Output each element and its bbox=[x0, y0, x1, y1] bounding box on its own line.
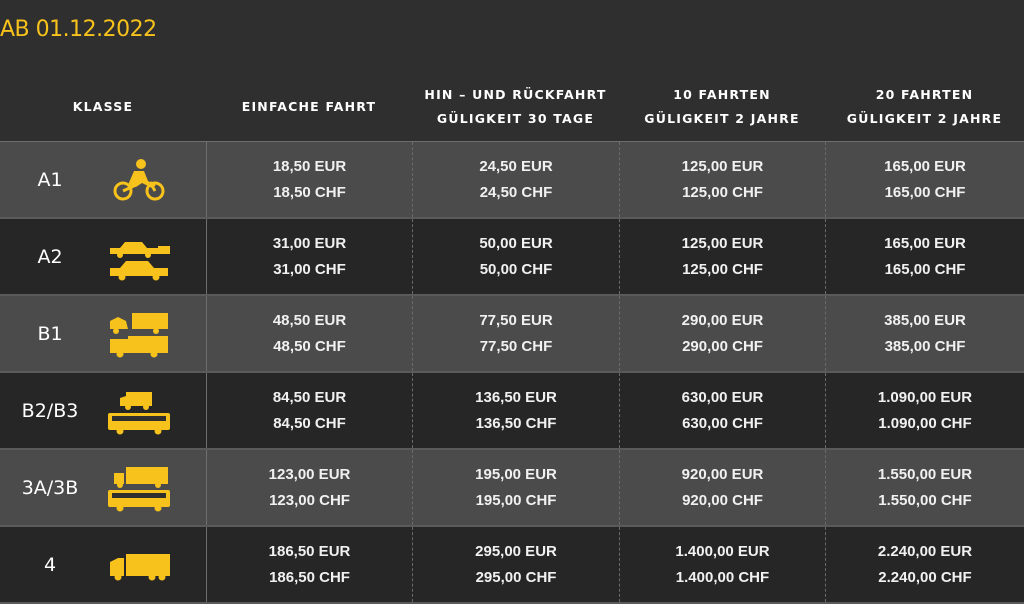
price-chf: 84,50 CHF bbox=[273, 414, 346, 432]
price-cell-zwanzig bbox=[825, 373, 1024, 448]
price-cell-hinrueck bbox=[412, 219, 619, 294]
price-chf: 195,00 CHF bbox=[475, 491, 557, 509]
price-cell-hinrueck bbox=[412, 527, 619, 602]
price-eur: 123,00 EUR bbox=[268, 465, 351, 483]
price-eur: 84,50 EUR bbox=[272, 388, 347, 406]
price-cell-zehn bbox=[619, 527, 825, 602]
price-cell-zwanzig bbox=[825, 142, 1024, 217]
price-cell-zwanzig bbox=[825, 527, 1024, 602]
table-row bbox=[0, 373, 1024, 450]
price-eur: 1.550,00 EUR bbox=[877, 465, 973, 483]
price-cell-zwanzig bbox=[825, 450, 1024, 525]
price-eur: 385,00 EUR bbox=[884, 311, 966, 329]
price-eur: 125,00 EUR bbox=[681, 234, 764, 252]
price-cell-einfach bbox=[206, 142, 412, 217]
klasse-label: A1 bbox=[37, 168, 63, 191]
price-chf: 1.400,00 CHF bbox=[675, 568, 770, 586]
klasse-label: B2/B3 bbox=[21, 399, 79, 422]
price-chf: 136,50 CHF bbox=[475, 414, 557, 432]
price-cell-zehn bbox=[619, 373, 825, 448]
price-eur: 24,50 EUR bbox=[479, 157, 553, 175]
price-chf: 18,50 CHF bbox=[273, 183, 346, 201]
price-eur: 195,00 EUR bbox=[475, 465, 557, 483]
klasse-label: A2 bbox=[37, 245, 63, 268]
price-eur: 630,00 EUR bbox=[681, 388, 764, 406]
header-klasse: KLASSE bbox=[72, 98, 134, 114]
price-chf: 31,00 CHF bbox=[273, 260, 346, 278]
price-eur: 165,00 EUR bbox=[884, 234, 966, 252]
price-cell-zwanzig bbox=[825, 219, 1024, 294]
van-bus-icon bbox=[106, 386, 172, 436]
klasse-cell bbox=[0, 373, 206, 448]
table-row bbox=[0, 527, 1024, 604]
klasse-label: 3A/3B bbox=[21, 476, 79, 499]
header-hin-und-rueckfahrt: HIN – UND RÜCKFAHRT GÜLIGKEIT 30 TAGE bbox=[424, 86, 607, 126]
price-eur: 920,00 EUR bbox=[681, 465, 764, 483]
motorcycle-icon bbox=[106, 155, 172, 205]
price-cell-hinrueck bbox=[412, 373, 619, 448]
price-cell-einfach bbox=[206, 527, 412, 602]
price-cell-einfach bbox=[206, 373, 412, 448]
price-chf: 24,50 CHF bbox=[479, 183, 553, 201]
price-eur: 31,00 EUR bbox=[272, 234, 347, 252]
price-chf: 186,50 CHF bbox=[269, 568, 350, 586]
price-eur: 77,50 EUR bbox=[479, 311, 553, 329]
price-chf: 1.090,00 CHF bbox=[878, 414, 972, 432]
price-chf: 290,00 CHF bbox=[682, 337, 763, 355]
price-eur: 1.400,00 EUR bbox=[675, 542, 770, 560]
price-cell-zehn bbox=[619, 296, 825, 371]
price-eur: 290,00 EUR bbox=[681, 311, 764, 329]
price-chf: 1.550,00 CHF bbox=[878, 491, 972, 509]
camper-icon bbox=[106, 309, 172, 359]
table-row bbox=[0, 219, 1024, 296]
price-chf: 385,00 CHF bbox=[884, 337, 966, 355]
price-cell-hinrueck bbox=[412, 450, 619, 525]
header-10-fahrten: 10 FAHRTEN GÜLIGKEIT 2 JAHRE bbox=[644, 86, 800, 126]
klasse-label: 4 bbox=[43, 553, 57, 576]
klasse-cell bbox=[0, 142, 206, 217]
price-cell-einfach bbox=[206, 219, 412, 294]
price-cell-zehn bbox=[619, 142, 825, 217]
price-chf: 920,00 CHF bbox=[682, 491, 763, 509]
table-row bbox=[0, 296, 1024, 373]
price-cell-einfach bbox=[206, 450, 412, 525]
header-20-fahrten: 20 FAHRTEN GÜLIGKEIT 2 JAHRE bbox=[846, 86, 1003, 126]
price-eur: 295,00 EUR bbox=[475, 542, 557, 560]
klasse-cell bbox=[0, 219, 206, 294]
price-eur: 48,50 EUR bbox=[272, 311, 347, 329]
price-chf: 165,00 CHF bbox=[884, 260, 966, 278]
price-eur: 125,00 EUR bbox=[681, 157, 764, 175]
price-cell-einfach bbox=[206, 296, 412, 371]
truck-icon bbox=[106, 540, 172, 590]
klasse-cell bbox=[0, 527, 206, 602]
price-eur: 2.240,00 EUR bbox=[877, 542, 973, 560]
car-icon bbox=[106, 232, 172, 282]
price-cell-hinrueck bbox=[412, 296, 619, 371]
price-cell-zehn bbox=[619, 450, 825, 525]
table-row bbox=[0, 450, 1024, 527]
table-row bbox=[0, 142, 1024, 219]
header-einfache-fahrt: EINFACHE FAHRT bbox=[241, 98, 377, 114]
price-chf: 125,00 CHF bbox=[682, 260, 763, 278]
price-chf: 123,00 CHF bbox=[269, 491, 350, 509]
truck-bus-icon bbox=[106, 463, 172, 513]
price-chf: 295,00 CHF bbox=[475, 568, 557, 586]
price-chf: 50,00 CHF bbox=[479, 260, 553, 278]
price-chf: 630,00 CHF bbox=[682, 414, 763, 432]
price-chf: 165,00 CHF bbox=[884, 183, 966, 201]
price-cell-hinrueck bbox=[412, 142, 619, 217]
price-chf: 48,50 CHF bbox=[273, 337, 346, 355]
page-title: AB 01.12.2022 bbox=[0, 17, 157, 42]
price-chf: 77,50 CHF bbox=[479, 337, 553, 355]
price-cell-zehn bbox=[619, 219, 825, 294]
price-eur: 1.090,00 EUR bbox=[877, 388, 973, 406]
price-eur: 50,00 EUR bbox=[479, 234, 553, 252]
price-eur: 136,50 EUR bbox=[475, 388, 557, 406]
price-eur: 186,50 EUR bbox=[268, 542, 351, 560]
price-chf: 2.240,00 CHF bbox=[878, 568, 972, 586]
table-header bbox=[0, 72, 1024, 142]
price-eur: 18,50 EUR bbox=[272, 157, 347, 175]
price-eur: 165,00 EUR bbox=[884, 157, 966, 175]
price-table bbox=[0, 72, 1024, 604]
price-chf: 125,00 CHF bbox=[682, 183, 763, 201]
klasse-cell bbox=[0, 450, 206, 525]
klasse-cell bbox=[0, 296, 206, 371]
price-cell-zwanzig bbox=[825, 296, 1024, 371]
klasse-label: B1 bbox=[37, 322, 63, 345]
